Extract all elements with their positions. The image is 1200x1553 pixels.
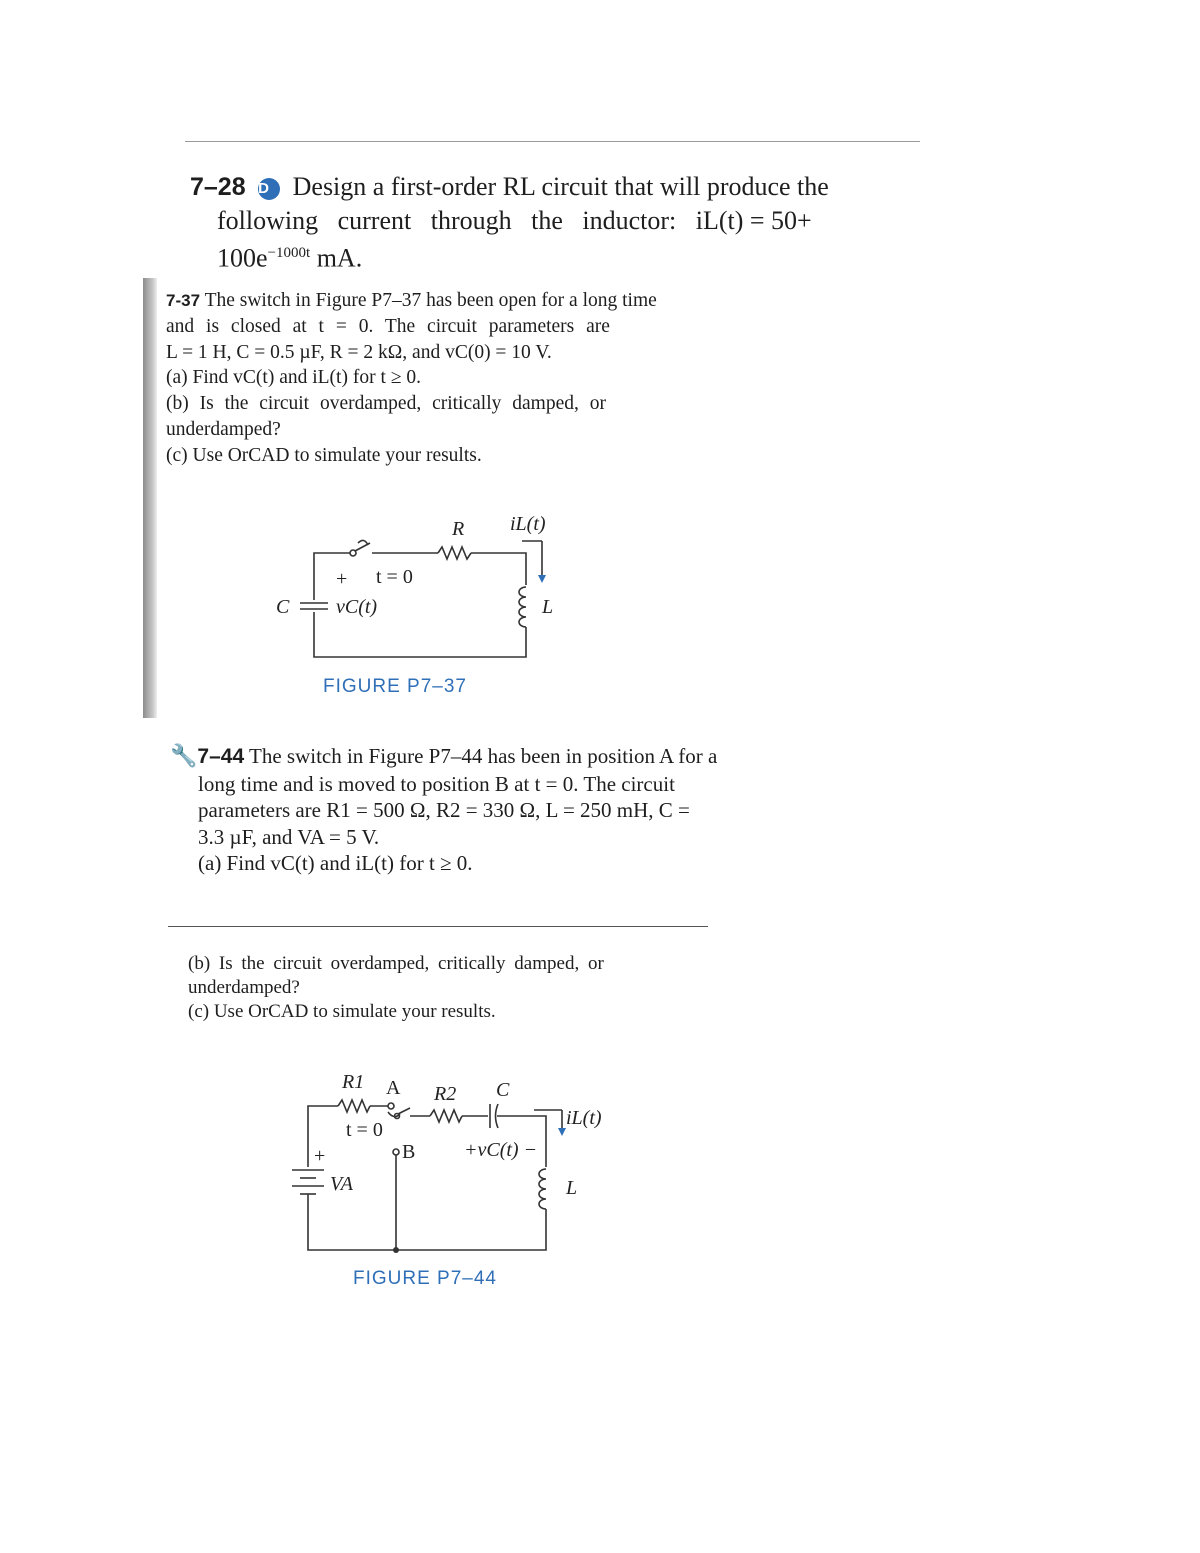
- problem-text-line: following current through the inductor: iL(t) = 50+: [217, 206, 812, 235]
- problem-7-28: [190, 170, 890, 275]
- wrench-icon: 🔧: [170, 743, 198, 768]
- label-iL: iL(t): [566, 1107, 602, 1129]
- label-A: A: [386, 1077, 401, 1099]
- problem-text-line: parameters are R1 = 500 Ω, R2 = 330 Ω, L = 250 mH, C =: [198, 798, 690, 822]
- figure-p7-44: [270, 1062, 620, 1262]
- label-iL: iL(t): [510, 513, 546, 535]
- junction-dot: [393, 1247, 399, 1253]
- label-plus: +: [314, 1145, 326, 1167]
- problem-text-line: and is closed at t = 0. The circuit parameters are: [166, 315, 610, 337]
- problem-number: 7-37: [166, 291, 201, 310]
- label-vC: +vC(t) −: [464, 1139, 538, 1161]
- wire: [314, 612, 526, 657]
- problem-text-line: (c) Use OrCAD to simulate your results.: [188, 1001, 496, 1022]
- problem-text-line: (a) Find vC(t) and iL(t) for t ≥ 0.: [166, 367, 421, 389]
- resistor-R: [438, 547, 471, 559]
- problem-text-line: The switch in Figure P7–44 has been in position A for a: [249, 744, 718, 768]
- contact-A: [388, 1103, 394, 1109]
- top-divider: [185, 141, 920, 142]
- problem-text-line: long time and is moved to position B at t = 0. The circuit: [198, 771, 675, 796]
- switch-blade: [398, 1108, 410, 1114]
- wire: [471, 553, 526, 585]
- problem-text-line: underdamped?: [188, 977, 300, 998]
- label-R1: R1: [342, 1071, 365, 1093]
- label-L: L: [542, 596, 554, 618]
- problem-text-line: underdamped?: [166, 418, 281, 440]
- problem-text-line: 3.3 µF, and VA = 5 V.: [198, 824, 380, 849]
- figure-caption: FIGURE P7–37: [323, 676, 467, 697]
- problem-7-44-continued: [188, 952, 700, 1024]
- label-L: L: [566, 1177, 578, 1199]
- label-vC: vC(t): [336, 596, 378, 618]
- problem-text-line: The switch in Figure P7–37 has been open for a long time: [204, 290, 657, 311]
- inductor-L: [519, 587, 526, 627]
- wire: [308, 1209, 546, 1250]
- label-C: C: [276, 596, 290, 618]
- current-arrowhead: [538, 575, 546, 583]
- label-R2: R2: [434, 1083, 457, 1105]
- problem-text-line: Design a first-order RL circuit that will produce the: [292, 172, 829, 201]
- problem-text-line: L = 1 H, C = 0.5 µF, R = 2 kΩ, and vC(0) = 10 V.: [166, 341, 552, 363]
- problem-text-line: mA.: [310, 243, 363, 273]
- label-switch-time: t = 0: [376, 566, 413, 588]
- scan-shadow-strip: [143, 278, 157, 718]
- inductor-L: [539, 1169, 546, 1209]
- problem-text-line: 100e: [217, 243, 268, 273]
- label-C: C: [496, 1079, 510, 1101]
- problem-text-line: (a) Find vC(t) and iL(t) for t ≥ 0.: [198, 851, 473, 875]
- problem-7-44: [170, 743, 760, 877]
- problem-text-line: (b) Is the circuit overdamped, critically damped, or: [188, 953, 604, 974]
- exponent: −1000t: [267, 245, 311, 261]
- problem-number: 7–44: [197, 745, 245, 768]
- label-B: B: [402, 1141, 416, 1163]
- design-badge-icon: D: [258, 178, 280, 200]
- problem-text-line: (c) Use OrCAD to simulate your results.: [166, 444, 482, 466]
- problem-7-37: [166, 288, 686, 469]
- problem-text-line: (b) Is the circuit overdamped, critically damped, or: [166, 393, 606, 415]
- label-switch-time: t = 0: [346, 1119, 383, 1141]
- label-VA: VA: [330, 1173, 353, 1195]
- current-arrowhead: [558, 1128, 566, 1136]
- label-plus: +: [336, 568, 348, 590]
- resistor-R1: [338, 1100, 370, 1112]
- contact-B: [393, 1149, 399, 1155]
- section-divider: [168, 926, 708, 927]
- problem-number: 7–28: [190, 173, 246, 201]
- figure-caption: FIGURE P7–44: [353, 1268, 497, 1289]
- label-R: R: [452, 518, 465, 540]
- resistor-R2: [430, 1110, 462, 1122]
